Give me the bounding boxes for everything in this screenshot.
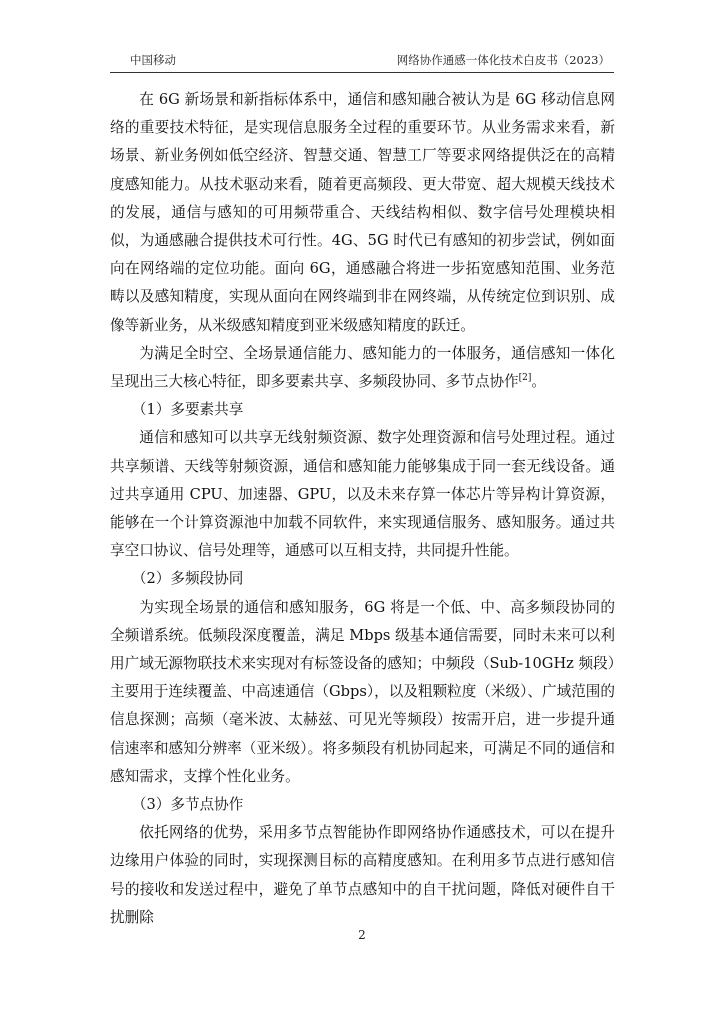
citation-ref: [2] (518, 373, 532, 384)
paragraph-core-features-text: 为满足全时空、全场景通信能力、感知能力的一体服务，通信感知一体化呈现出三大核心特征，即多要素共享、多频段协同、多节点协作 (110, 344, 615, 391)
paragraph-multi-element-sharing: 通信和感知可以共享无线射频资源、数字处理资源和信号处理过程。通过共享频谱、天线等射频资源，通信和感知能力能够集成于同一套无线设备。通过共享通用 CPU、加速器、GPU，以及未来存算一体芯片等异构计算资源，能够在一个计算资源池中加载不同软件，来实现通信服务、感知服务。通过共享空口协议、信号处理等，通感可以互相支持，共同提升性能。 (110, 429, 615, 560)
paragraph-intro: 在 6G 新场景和新指标体系中，通信和感知融合被认为是 6G 移动信息网络的重要技术特征，是实现信息服务全过程的重要环节。从业务需求来看，新场景、新业务例如低空经济、智慧交通、智慧工厂等要求网络提供泛在的高精度感知能力。从技术驱动来看，随着更高频段、更大带宽、超大规模天线技术的发展，通信与感知的可用频带重合、天线结构相似、数字信号处理模块相似，为通感融合提供技术可行性。4G、5G 时代已有感知的初步尝试，例如面向在网络端的定位功能。面向 6G，通感融合将进一步拓宽感知范围、业务范畴以及感知精度，实现从面向在网终端到非在网终端，从传统定位到识别、成像等新业务，从米级感知精度到亚米级感知精度的跃迁。 (110, 91, 615, 334)
header-document-title: 网络协作通感一体化技术白皮书（2023） (396, 53, 610, 67)
paragraph-core-features (110, 340, 615, 396)
section-heading-multi-element-sharing: （1）多要素共享 (131, 401, 244, 419)
section-heading-multi-band-coordination: （2）多频段协同 (131, 570, 244, 588)
section-heading-multi-node-cooperation: （3）多节点协作 (131, 796, 244, 814)
page-header (110, 50, 614, 73)
page-number: 2 (358, 928, 366, 942)
header-org-name: 中国移动 (130, 53, 176, 67)
paragraph-multi-node-cooperation: 依托网络的优势，采用多节点智能协作即网络协作通感技术，可以在提升边缘用户体验的同时，实现探测目标的高精度感知。在利用多节点进行感知信号的接收和发送过程中，避免了单节点感知中的自干扰问题，降低对硬件自干扰删除 (110, 824, 615, 926)
paragraph-multi-band-coordination: 为实现全场景的通信和感知服务，6G 将是一个低、中、高多频段协同的全频谱系统。低频段深度覆盖，满足 Mbps 级基本通信需要，同时未来可以利用广域无源物联技术来实现对有标签设备的感知；中频段（Sub-10GHz 频段）主要用于连续覆盖、中高速通信（Gbps），以及粗颗粒度（米级）、广域范围的信息探测；高频（毫米波、太赫兹、可见光等频段）按需开启，进一步提升通信速率和感知分辨率（亚米级）。将多频段有机协同起来，可满足不同的通信和感知需求，支撑个性化业务。 (110, 598, 615, 785)
paragraph-core-features-end: 。 (531, 373, 546, 391)
body-text (110, 86, 615, 932)
